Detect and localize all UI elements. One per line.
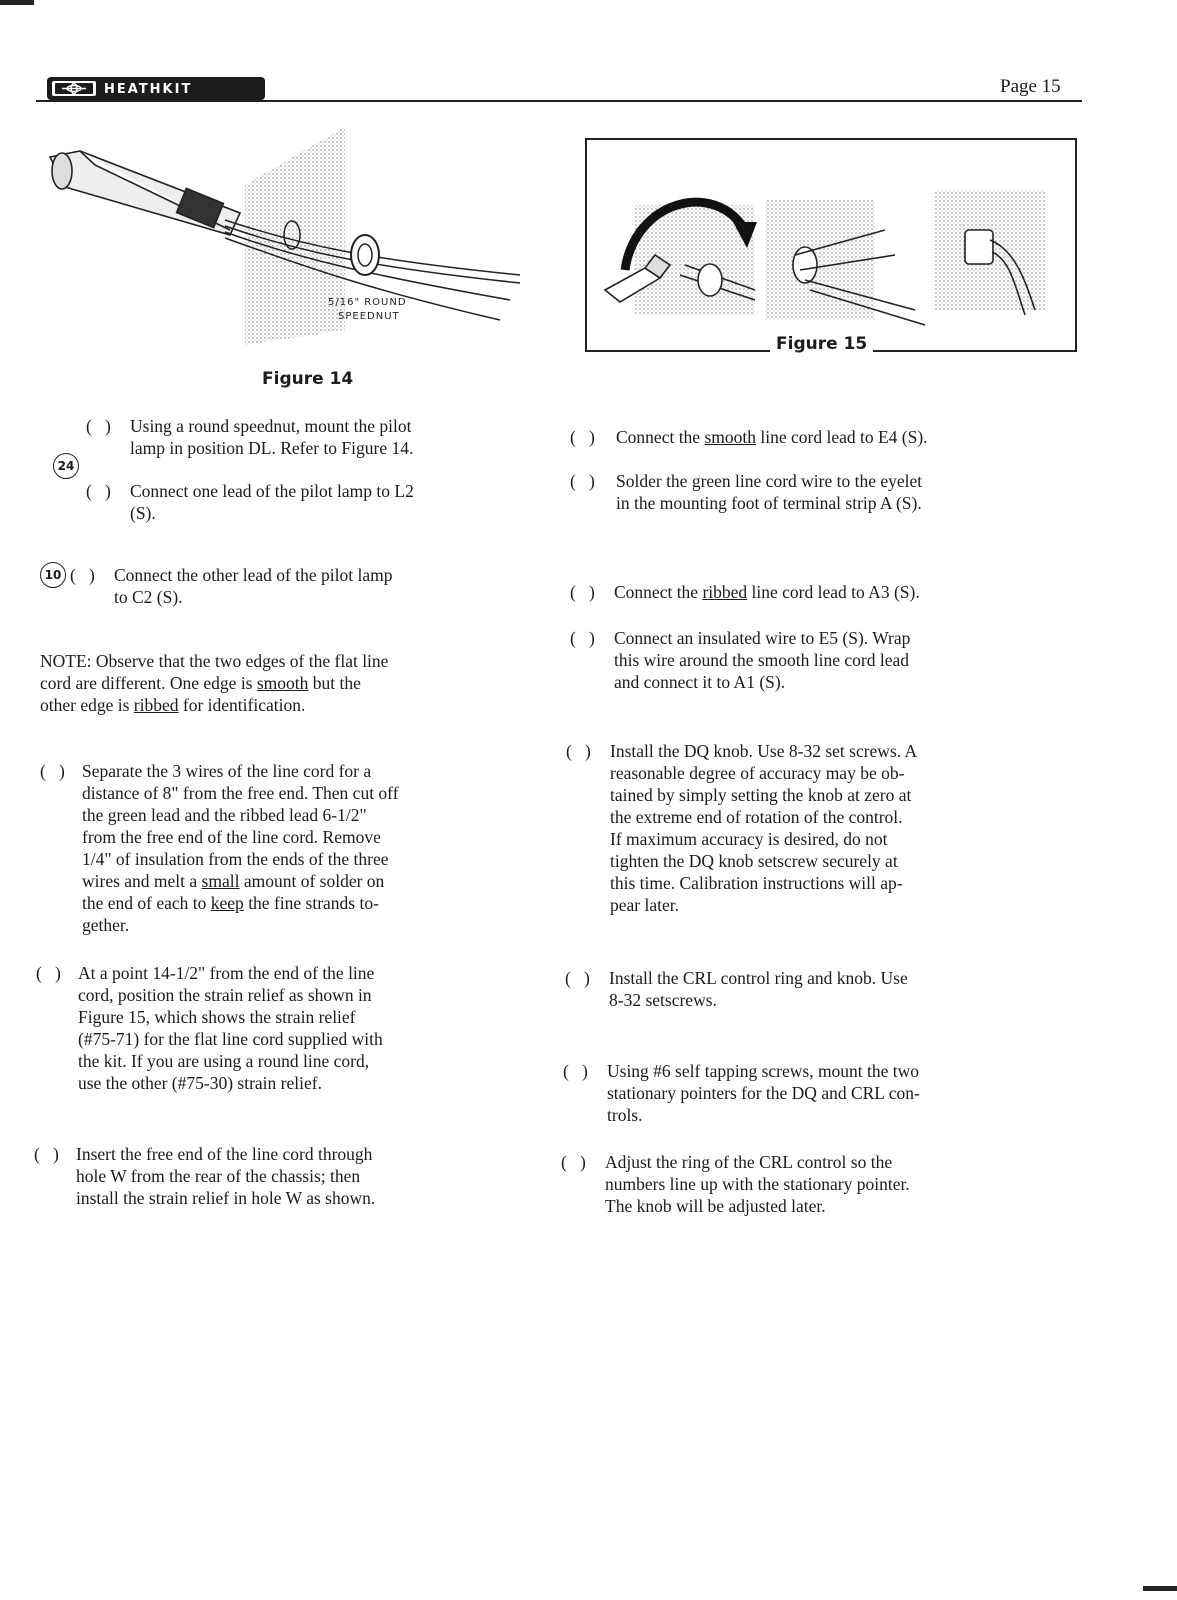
checkbox[interactable]: ( ) [570,471,595,491]
checkbox[interactable]: ( ) [86,416,111,436]
checkbox[interactable]: ( ) [570,582,595,602]
page-number: Page 15 [1000,76,1061,97]
circled-number-24: 24 [53,453,79,479]
checkbox[interactable]: ( ) [561,1152,586,1172]
header-rule [36,100,1082,102]
checkbox[interactable]: ( ) [86,481,111,501]
heathkit-logo [46,75,266,102]
figure-14-caption: Figure 14 [262,369,354,389]
checkbox[interactable]: ( ) [570,628,595,648]
checkbox[interactable]: ( ) [36,963,61,983]
speednut-label-line2: SPEEDNUT [338,311,400,322]
checkbox[interactable]: ( ) [70,565,95,585]
circled-number-10: 10 [40,562,66,588]
figure-15-caption: Figure 15 [770,334,873,354]
figure-15-illustration [595,160,1065,340]
figure-14-illustration [40,125,540,350]
checkbox[interactable]: ( ) [570,427,595,447]
scan-edge-mark [0,0,34,5]
speednut-label-line1: 5/16" ROUND [328,297,407,308]
checkbox[interactable]: ( ) [565,968,590,988]
checkbox[interactable]: ( ) [40,761,65,781]
checkbox[interactable]: ( ) [566,741,591,761]
checkbox[interactable]: ( ) [34,1144,59,1164]
scan-edge-mark [1143,1586,1177,1591]
checkbox[interactable]: ( ) [563,1061,588,1081]
logo-text: HEATHKIT [104,82,193,97]
note-line-cord-edges: NOTE: Observe that the two edges of the flat line cord are different. One edge is smooth but the other edge is ribbed for identification. [40,651,389,715]
